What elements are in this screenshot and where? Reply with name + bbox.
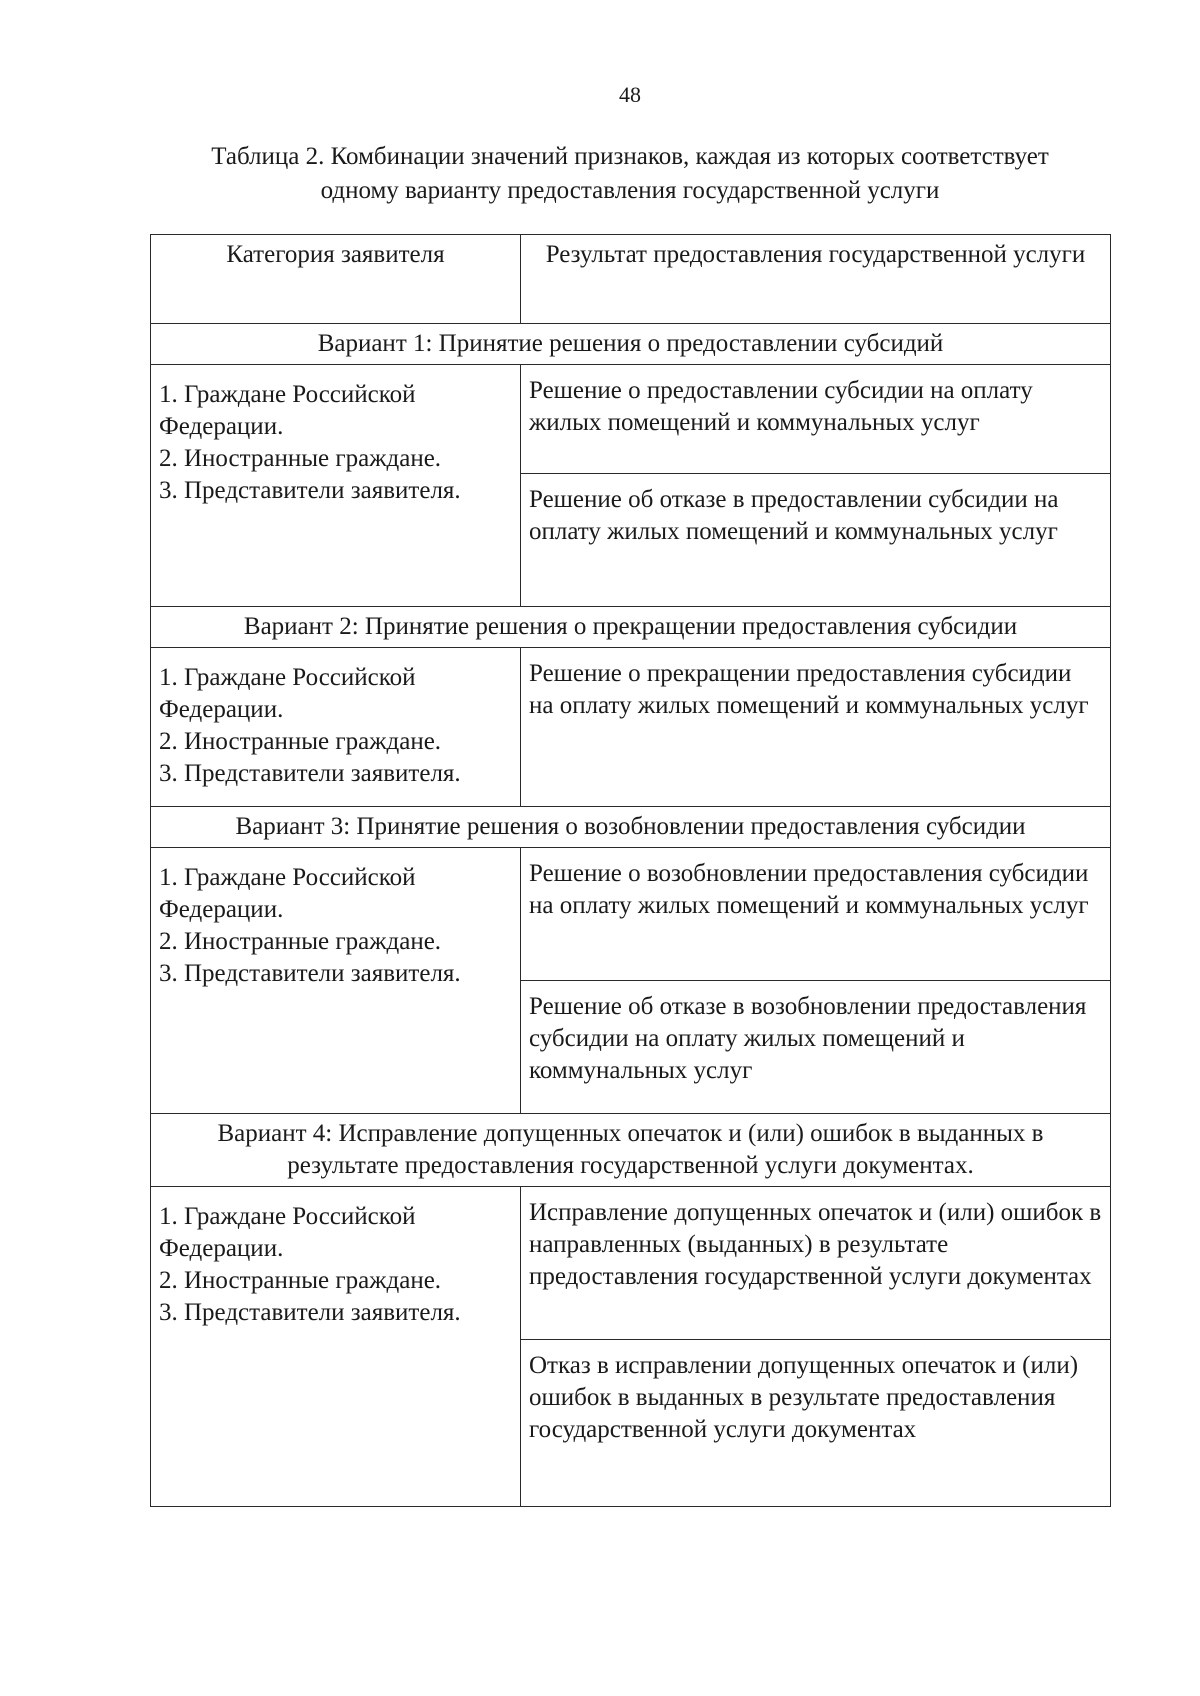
header-category: Категория заявителя [151, 235, 521, 324]
category-line: 3. Представители заявителя. [159, 960, 461, 987]
category-line: 1. Граждане Российской [159, 664, 416, 691]
variants-table [150, 234, 1111, 1507]
table-row [151, 648, 1111, 807]
page-number: 48 [619, 82, 641, 107]
variant-1-title: Вариант 1: Принятие решения о предоставлении субсидий [151, 324, 1111, 365]
category-line: 1. Граждане Российской [159, 1203, 416, 1230]
variant-2-title: Вариант 2: Принятие решения о прекращении предоставления субсидии [151, 607, 1111, 648]
variant-4-result-1: Исправление допущенных опечаток и (или) ошибок в направленных (выданных) в результате предоставления государственной услуги документах [521, 1187, 1111, 1340]
category-line: Федерации. [159, 896, 284, 923]
category-line: 2. Иностранные граждане. [159, 728, 442, 755]
variant-row [151, 607, 1111, 648]
table-row [151, 1187, 1111, 1340]
variant-1-result-1: Решение о предоставлении субсидии на оплату жилых помещений и коммунальных услуг [521, 365, 1111, 474]
category-line: 1. Граждане Российской [159, 864, 416, 891]
variant-3-categories [151, 848, 521, 1114]
table-row [151, 365, 1111, 474]
table-caption [150, 140, 1110, 208]
category-line: 3. Представители заявителя. [159, 760, 461, 787]
category-line: 3. Представители заявителя. [159, 477, 461, 504]
category-line: Федерации. [159, 1235, 284, 1262]
variant-row [151, 807, 1111, 848]
variant-3-title: Вариант 3: Принятие решения о возобновлении предоставления субсидии [151, 807, 1111, 848]
variant-1-categories [151, 365, 521, 607]
category-line: 2. Иностранные граждане. [159, 928, 442, 955]
variant-row [151, 324, 1111, 365]
category-line: 3. Представители заявителя. [159, 1299, 461, 1326]
variant-2-result-1: Решение о прекращении предоставления субсидии на оплату жилых помещений и коммунальных услуг [521, 648, 1111, 807]
category-line: 2. Иностранные граждане. [159, 1267, 442, 1294]
variant-4-categories [151, 1187, 521, 1507]
variant-row [151, 1114, 1111, 1187]
category-line: 2. Иностранные граждане. [159, 445, 442, 472]
caption-line-1: Таблица 2. Комбинации значений признаков, каждая из которых соответствует [211, 143, 1049, 170]
header-result: Результат предоставления государственной услуги [521, 235, 1111, 324]
table-header-row [151, 235, 1111, 324]
category-line: Федерации. [159, 696, 284, 723]
variant-4-title: Вариант 4: Исправление допущенных опечаток и (или) ошибок в выданных в результате предоставления государственной услуги документах. [151, 1114, 1111, 1187]
category-line: Федерации. [159, 413, 284, 440]
variant-3-result-1: Решение о возобновлении предоставления субсидии на оплату жилых помещений и коммунальных услуг [521, 848, 1111, 981]
category-line: 1. Граждане Российской [159, 381, 416, 408]
table-row [151, 848, 1111, 981]
variant-4-result-2: Отказ в исправлении допущенных опечаток и (или) ошибок в выданных в результате предоставления государственной услуги документах [521, 1340, 1111, 1507]
variant-2-categories [151, 648, 521, 807]
caption-line-2: одному варианту предоставления государственной услуги [320, 177, 940, 204]
variant-3-result-2: Решение об отказе в возобновлении предоставления субсидии на оплату жилых помещений и коммунальных услуг [521, 981, 1111, 1114]
variant-1-result-2: Решение об отказе в предоставлении субсидии на оплату жилых помещений и коммунальных услуг [521, 474, 1111, 607]
